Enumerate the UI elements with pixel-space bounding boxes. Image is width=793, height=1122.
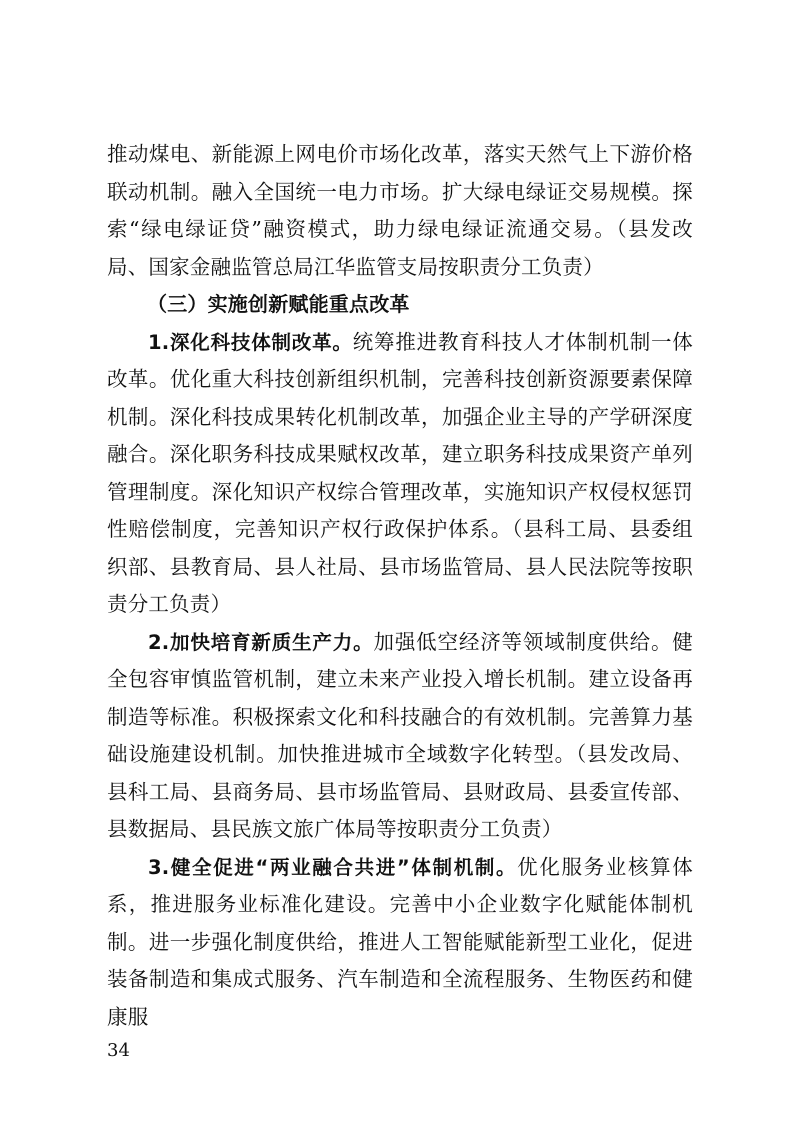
reform-item-1-title: 1.深化科技体制改革。 <box>148 330 353 354</box>
document-body <box>107 136 693 1036</box>
reform-item-2 <box>107 624 693 849</box>
reform-item-3-body: 优化服务业核算体系，推进服务业标准化建设。完善中小企业数字化赋能体制机制。进一步强化制度供给，推进人工智能赋能新型工业化，促进装备制造和集成式服务、汽车制造和全流程服务、生物医药和健康服 <box>107 854 693 1029</box>
section-heading: （三）实施创新赋能重点改革 <box>147 292 410 316</box>
continued-paragraph: 推动煤电、新能源上网电价市场化改革，落实天然气上下游价格联动机制。融入全国统一电力市场。扩大绿电绿证交易规模。探索“绿电绿证贷”融资模式，助力绿电绿证流通交易。（县发改局、国家金融监管总局江华监管支局按职责分工负责） <box>107 142 693 279</box>
reform-item-1 <box>107 324 693 624</box>
reform-item-2-title: 2.加快培育新质生产力。 <box>148 630 374 654</box>
reform-item-3 <box>107 849 693 1037</box>
reform-item-2-body: 加强低空经济等领域制度供给。健全包容审慎监管机制，建立未来产业投入增长机制。建立设备再制造等标准。积极探索文化和科技融合的有效机制。完善算力基础设施建设机制。加快推进城市全域数字化转型。（县发改局、县科工局、县商务局、县市场监管局、县财政局、县委宣传部、县数据局、县民族文旅广体局等按职责分工负责） <box>107 629 693 841</box>
page-number: 34 <box>107 1040 130 1061</box>
reform-item-3-title: 3.健全促进“两业融合共进”体制机制。 <box>148 855 518 879</box>
reform-item-1-body: 统筹推进教育科技人才体制机制一体改革。优化重大科技创新组织机制，完善科技创新资源要素保障机制。深化科技成果转化机制改革，加强企业主导的产学研深度融合。深化职务科技成果赋权改革，建立职务科技成果资产单列管理制度。深化知识产权综合管理改革，实施知识产权侵权惩罚性赔偿制度，完善知识产权行政保护体系。（县科工局、县委组织部、县教育局、县人社局、县市场监管局、县人民法院等按职责分工负责） <box>107 329 693 616</box>
